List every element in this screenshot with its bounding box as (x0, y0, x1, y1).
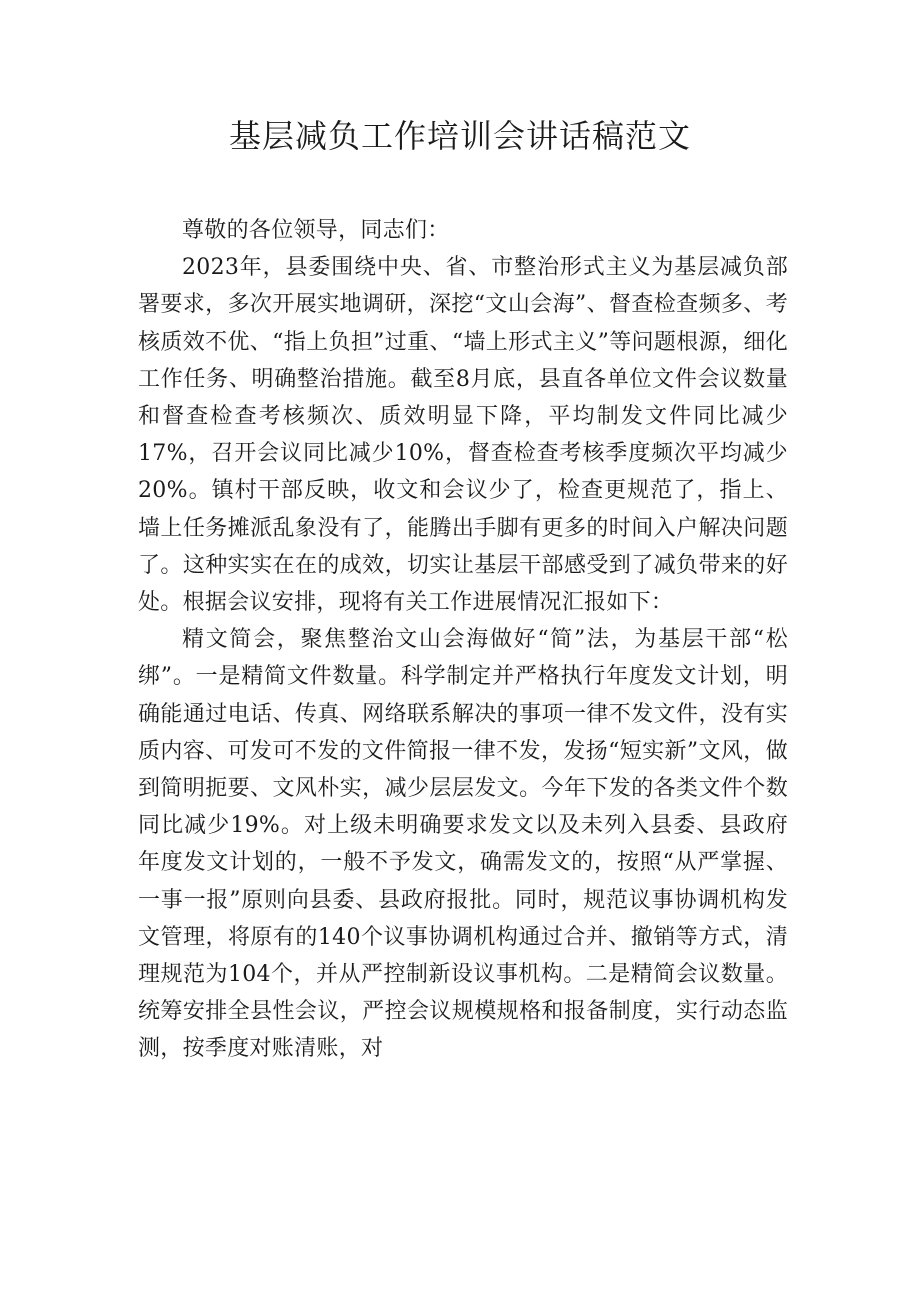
paragraph-intro: 2023年，县委围绕中央、省、市整治形式主义为基层减负部署要求，多次开展实地调研，深挖“文山会海”、督查检查频多、考核质效不优、“指上负担”过重、“墙上形式主义”等问题根源，细化工作任务、明确整治措施。截至8月底，县直各单位文件会议数量和督查检查考核频次、质效明显下降，平均制发文件同比减少17%，召开会议同比减少10%，督查检查考核季度频次平均减少20%。镇村干部反映，收文和会议少了，检查更规范了，指上、墙上任务摊派乱象没有了，能腾出手脚有更多的时间入户解决问题了。这种实实在在的成效，切实让基层干部感受到了减负带来的好处。根据会议安排，现将有关工作进展情况汇报如下： (138, 255, 788, 616)
paragraph-simplify-documents-meetings: 精文简会，聚焦整治文山会海做好“简”法，为基层干部“松绑”。一是精简文件数量。科学制定并严格执行年度发文计划，明确能通过电话、传真、网络联系解决的事项一律不发文件，没有实质内容、可发可不发的文件简报一律不发，发扬“短实新”文风，做到简明扼要、文风朴实，减少层层发文。今年下发的各类文件个数同比减少19%。对上级未明确要求发文以及未列入县委、县政府年度发文计划的，一般不予发文，确需发文的，按照“从严掌握、一事一报”原则向县委、县政府报批。同时，规范议事协调机构发文管理，将原有的140个议事协调机构通过合并、撤销等方式，清理规范为104个，并从严控制新设议事机构。二是精简会议数量。统筹安排全县性会议，严控会议规模规格和报备制度，实行动态监测，按季度对账清账，对 (138, 627, 788, 1062)
document-title: 基层减负工作培训会讲话稿范文 (228, 117, 691, 155)
document-body (138, 212, 788, 1068)
salutation: 尊敬的各位领导，同志们： (182, 218, 450, 243)
